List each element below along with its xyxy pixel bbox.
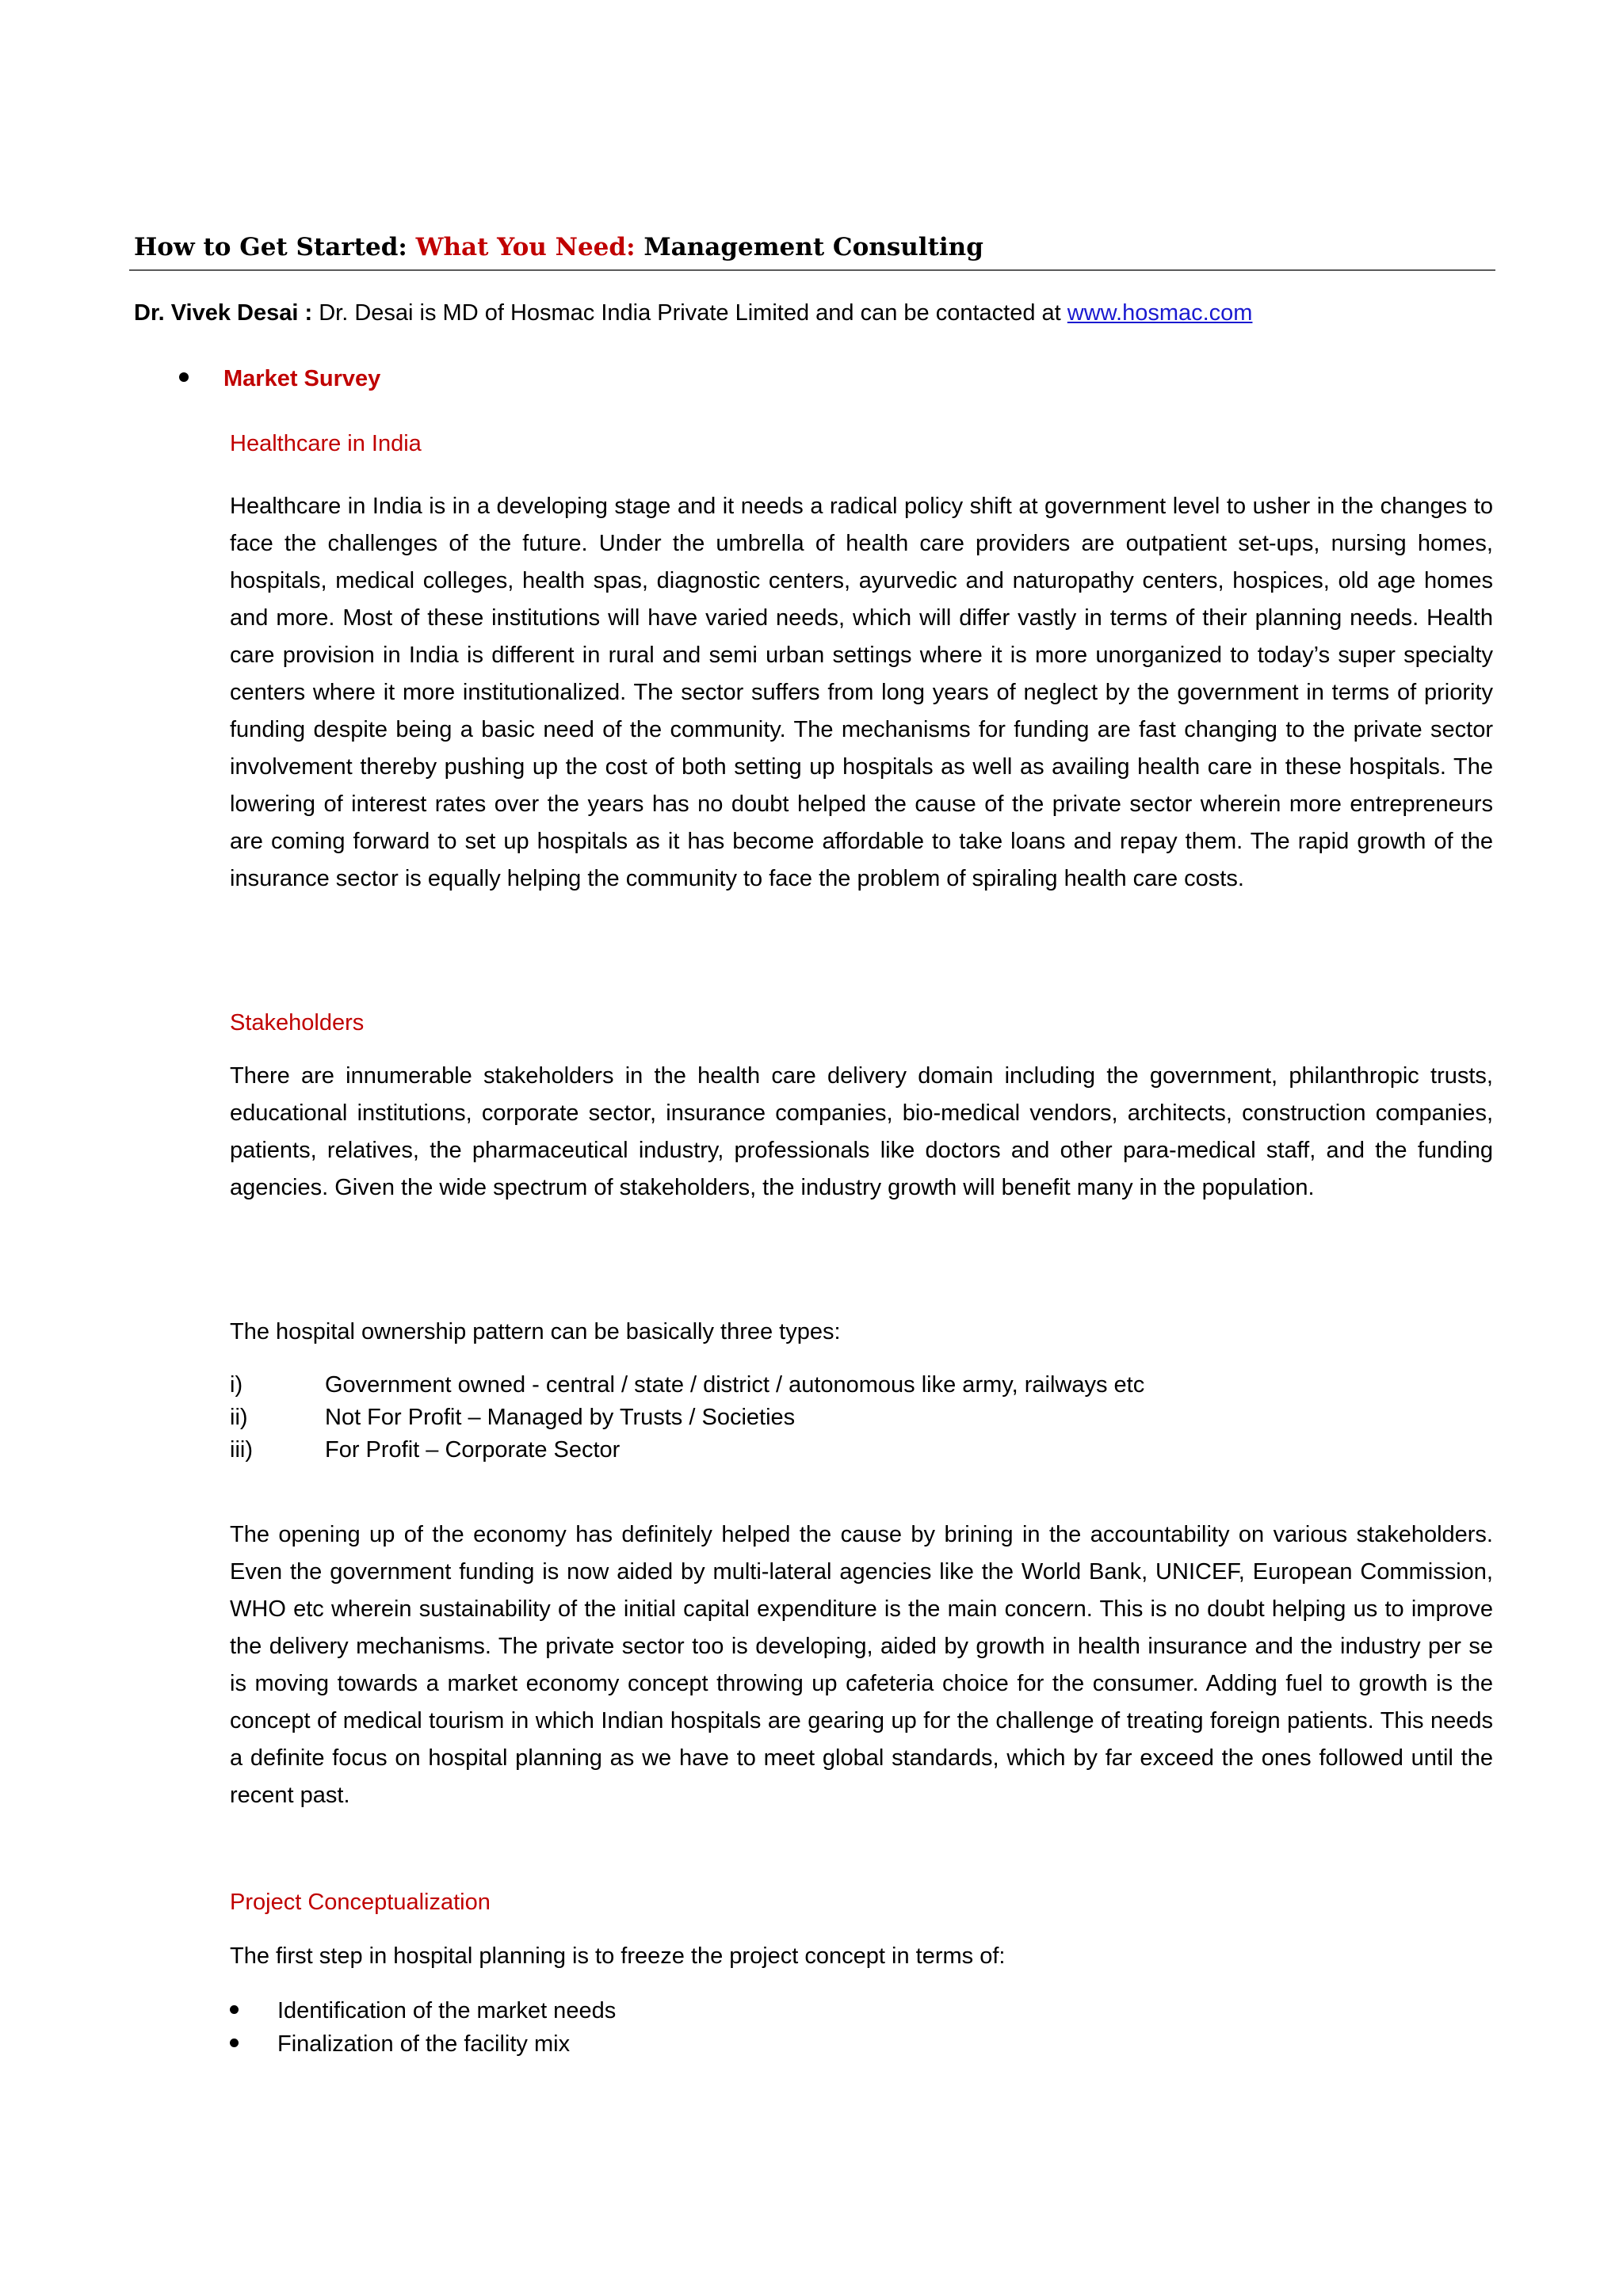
ownership-item-text: Government owned - central / state / district / autonomous like army, railways etc — [325, 1372, 1145, 1398]
title-part-1: How to Get Started: — [134, 233, 416, 261]
author-description: Dr. Desai is MD of Hosmac India Private Limited and can be contacted at — [312, 300, 1067, 326]
ownership-item — [230, 1434, 620, 1466]
ownership-item-number: iii) — [230, 1437, 253, 1463]
ownership-item — [230, 1369, 1144, 1401]
author-name: Dr. Vivek Desai : — [134, 300, 313, 326]
title-divider — [129, 269, 1495, 271]
ownership-item-text: Not For Profit – Managed by Trusts / Societies — [325, 1405, 796, 1430]
stakeholders-heading: Stakeholders — [230, 1010, 365, 1035]
economy-paragraph: The opening up of the economy has definitely helped the cause by brining in the accountability on various stakeholders. Even the government funding is now aided by multi-lateral agencies like the World Bank, UNICEF, European Commission, WHO etc wherein sustainability of the initial capital expenditure is the main concern. This is no doubt helping us to improve the delivery mechanisms. The private sector too is developing, aided by growth in health insurance and the industry per se is moving towards a market economy concept throwing up cafeteria choice for the consumer. Adding fuel to growth is the concept of medical tourism in which Indian hospitals are gearing up for the challenge of treating foreign patients. This needs a definite focus on hospital planning as we have to meet global standards, which by far exceed the ones followed until the recent past. — [230, 1522, 1493, 1808]
project-intro: The first step in hospital planning is to freeze the project concept in terms of: — [230, 1943, 1006, 1969]
bullet-dot-icon — [230, 2039, 239, 2047]
project-bullet — [230, 2028, 570, 2060]
stakeholders-paragraph: There are innumerable stakeholders in the health care delivery domain including the government, philanthropic trusts, educational institutions, corporate sector, insurance companies, bio-medical vendors, architects, construction companies, patients, relatives, the pharmaceutical industry, professionals like doctors and other para-medical staff, and the funding agencies. Given the wide spectrum of stakeholders, the industry growth will benefit many in the population. — [230, 1063, 1493, 1200]
ownership-item-number: i) — [230, 1372, 243, 1398]
ownership-intro: The hospital ownership pattern can be basically three types: — [230, 1319, 841, 1344]
project-heading: Project Conceptualization — [230, 1890, 491, 1915]
bullet-dot-icon — [179, 372, 189, 382]
market-survey-bullet — [179, 363, 380, 395]
project-bullet-text: Finalization of the facility mix — [277, 2031, 571, 2057]
project-bullet — [230, 1995, 616, 2027]
market-survey-title: Market Survey — [223, 366, 381, 391]
ownership-item-number: ii) — [230, 1405, 248, 1430]
page-title — [134, 231, 983, 263]
healthcare-heading: Healthcare in India — [230, 431, 422, 456]
website-link[interactable]: www.hosmac.com — [1067, 300, 1253, 326]
ownership-item-text: For Profit – Corporate Sector — [325, 1437, 621, 1463]
bullet-dot-icon — [230, 2005, 239, 2014]
author-line — [134, 297, 1252, 329]
title-part-3: Management Consulting — [643, 233, 983, 261]
title-part-2: What You Need: — [415, 233, 644, 261]
ownership-item — [230, 1402, 795, 1433]
healthcare-paragraph: Healthcare in India is in a developing stage and it needs a radical policy shift at government level to usher in the changes to face the challenges of the future. Under the umbrella of health care providers are outpatient set-ups, nursing homes, hospitals, medical colleges, health spas, diagnostic centers, ayurvedic and naturopathy centers, hospices, old age homes and more. Most of these institutions will have varied needs, which will differ vastly in terms of their planning needs. Health care provision in India is different in rural and semi urban settings where it is more unorganized to today’s super specialty centers where it more institutionalized. The sector suffers from long years of neglect by the government in terms of priority funding despite being a basic need of the community. The mechanisms for funding are fast changing to the private sector involvement thereby pushing up the cost of both setting up hospitals as well as availing health care in these hospitals. The lowering of interest rates over the years has no doubt helped the cause of the private sector wherein more entrepreneurs are coming forward to set up hospitals as it has become affordable to take loans and repay them. The rapid growth of the insurance sector is equally helping the community to face the problem of spiraling health care costs. — [230, 494, 1493, 891]
project-bullet-text: Identification of the market needs — [277, 1998, 617, 2023]
